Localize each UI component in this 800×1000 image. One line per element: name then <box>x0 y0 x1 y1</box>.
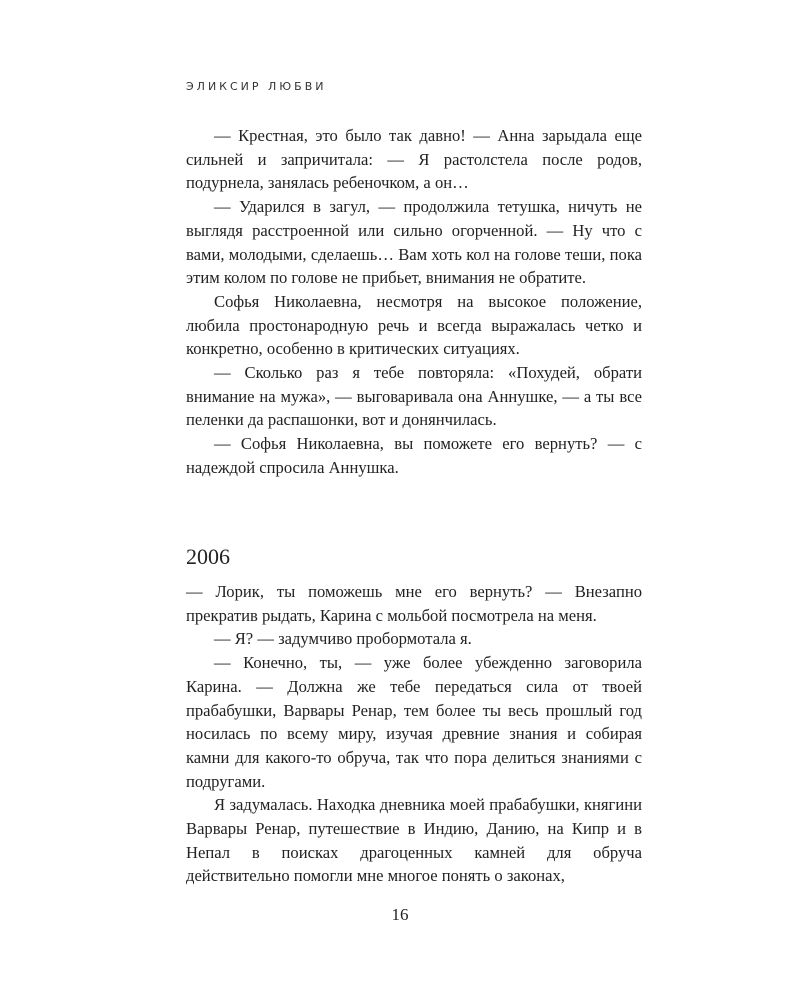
paragraph: — Крестная, это было так давно! — Анна зарыдала еще сильней и запричитала: — Я растолстела после родов, подурнела, занялась ребеночком, а он… <box>186 126 642 193</box>
section-heading: 2006 <box>186 544 230 569</box>
paragraph: — Я? — задумчиво пробормотала я. <box>214 629 472 649</box>
running-header: ЭЛИКСИР ЛЮБВИ <box>186 80 327 93</box>
paragraph: — Ударился в загул, — продолжила тетушка, ничуть не выглядя расстроенной или сильно огорченной. — Ну что с вами, молодыми, сделаешь… Вам хоть кол на голове теши, пока этим колом по голове не прибьет, внимания не обратите. <box>186 197 642 288</box>
paragraph: Софья Николаевна, несмотря на высокое положение, любила простонародную речь и всегда выражалась четко и конкретно, особенно в критических ситуациях. <box>186 291 642 359</box>
paragraph: — Сколько раз я тебе повторяла: «Похудей, обрати внимание на мужа», — выговаривала она Аннушке, — а ты все пеленки да распашонки, вот и донянчилась. <box>186 363 642 430</box>
page-number: 16 <box>391 905 409 924</box>
paragraph: Я задумалась. Находка дневника моей прабабушки, княгини Варвары Ренар, путешествие в Индию, Данию, на Кипр и в Непал в поисках драгоценных камней для обруча действительно помогли мне многое понять о законах, <box>186 795 642 886</box>
paragraph: — Софья Николаевна, вы поможете его вернуть? — с надеждой спросила Аннушка. <box>186 434 642 477</box>
paragraph: — Конечно, ты, — уже более убежденно заговорила Карина. — Должна же тебе передаться сила от твоей прабабушки, Варвары Ренар, тем более ты весь прошлый год носилась по всему миру, изучая древние знания и собирая камни для какого-то обруча, так что пора делиться знаниями с подругами. <box>186 653 642 791</box>
paragraph: — Лорик, ты поможешь мне его вернуть? — Внезапно прекратив рыдать, Карина с мольбой посмотрела на меня. <box>186 582 642 625</box>
text-block-1 <box>186 124 642 480</box>
text-block-2 <box>186 580 642 888</box>
